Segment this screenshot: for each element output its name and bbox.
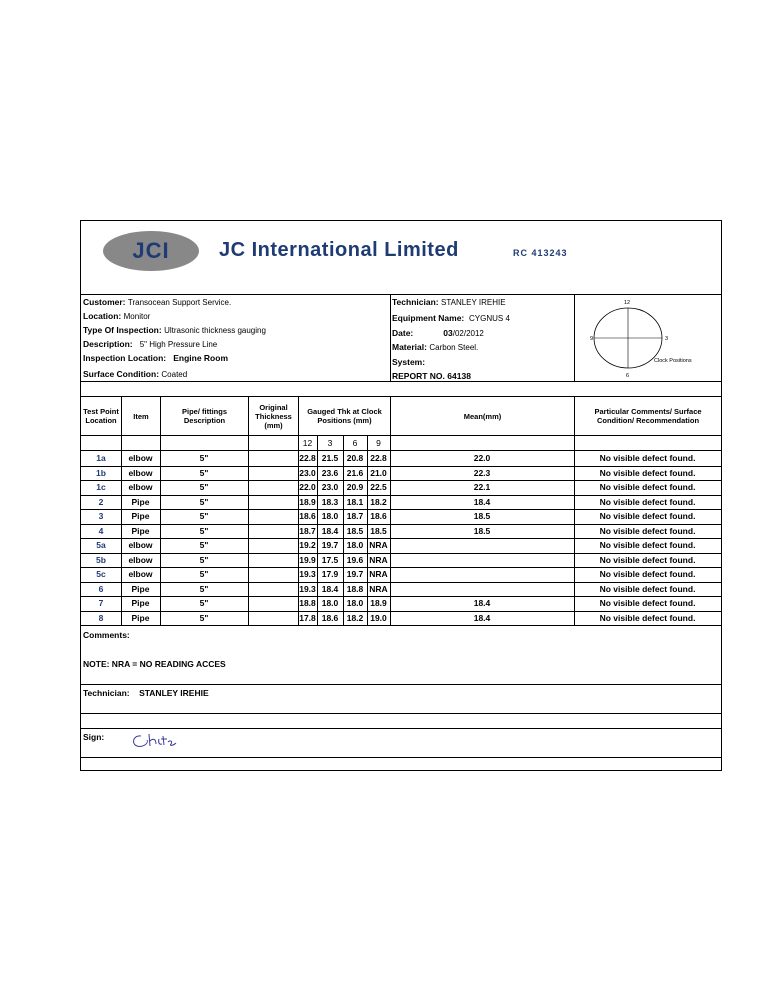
cell-original-thickness — [248, 611, 298, 625]
cell-original-thickness — [248, 509, 298, 523]
cell-reading-6: 18.1 — [346, 496, 364, 507]
clock-label-top: 12 — [624, 300, 631, 306]
cell-mean — [390, 538, 574, 552]
cell-reading-9: 21.0 — [370, 467, 387, 478]
cell-reading-12: 22.0 — [299, 482, 316, 492]
cell-reading-3: 18.4 — [321, 583, 339, 594]
note-text: NOTE: NRA = NO READING ACCES — [83, 659, 226, 669]
cell-comment: No visible defect found. — [599, 482, 696, 492]
cell-item: Pipe — [131, 511, 150, 521]
footer-technician-name: STANLEY IREHIE — [139, 688, 209, 698]
cell-item: elbow — [128, 540, 153, 550]
cell-reading-12: 19.3 — [299, 569, 316, 579]
cell-original-thickness — [248, 451, 298, 465]
clock-diagram-svg — [575, 295, 721, 381]
cell-reading-9: 18.6 — [370, 511, 387, 521]
cell-reading-6: 18.5 — [346, 525, 364, 536]
cell-original-thickness — [248, 495, 298, 509]
cell-reading-3: 18.4 — [321, 525, 339, 536]
date-field: Date: 03/02/2012 — [392, 328, 484, 338]
cell-mean: 18.5 — [473, 525, 491, 536]
cell-mean: 18.4 — [473, 496, 491, 507]
clock-label-bottom: 6 — [626, 373, 630, 379]
signature-scribble — [129, 730, 189, 752]
cell-reading-12: 22.8 — [299, 453, 316, 463]
cell-reading-6: 21.6 — [346, 467, 364, 478]
footer-technician — [83, 688, 209, 698]
cell-reading-6: 18.8 — [346, 583, 364, 594]
cell-reading-12: 18.7 — [299, 525, 316, 536]
cell-reading-3: 23.6 — [321, 467, 339, 478]
subheader-12: 12 — [302, 438, 313, 448]
cell-reading-12: 19.3 — [299, 583, 316, 594]
cell-test-point: 7 — [98, 598, 104, 608]
cell-pipe-description: 5" — [199, 467, 209, 478]
cell-item: Pipe — [131, 598, 150, 608]
cell-test-point: 8 — [98, 612, 104, 623]
cell-reading-6: 19.6 — [346, 554, 364, 565]
cell-reading-9: 18.5 — [370, 525, 387, 536]
cell-reading-12: 18.6 — [299, 511, 316, 521]
cell-mean: 22.1 — [473, 482, 491, 492]
cell-mean — [390, 553, 574, 567]
cell-pipe-description: 5" — [199, 482, 209, 492]
cell-reading-9: 22.5 — [370, 482, 387, 492]
equipment-name-field: Equipment Name: CYGNUS 4 — [392, 313, 510, 323]
cell-pipe-description: 5" — [199, 583, 209, 594]
report-number-field: REPORT NO. 64138 — [392, 371, 471, 381]
header-comments: Particular Comments/ Surface Condition/ Recommendation — [594, 407, 702, 425]
cell-original-thickness — [248, 553, 298, 567]
cell-test-point: 1a — [96, 453, 106, 463]
rule-spacer2 — [81, 728, 721, 729]
cell-comment: No visible defect found. — [599, 583, 696, 594]
cell-pipe-description: 5" — [199, 554, 209, 565]
header-test-point: Test Point Location — [83, 407, 119, 425]
cell-reading-12: 23.0 — [299, 467, 316, 478]
rc-number: RC 413243 — [513, 248, 568, 258]
cell-item: elbow — [128, 554, 153, 565]
cell-reading-9: 19.0 — [370, 612, 387, 623]
inspection-type-field: Type Of Inspection: Ultrasonic thickness gauging — [83, 325, 266, 335]
location-field: Location: Monitor — [83, 311, 151, 321]
cell-reading-3: 18.3 — [321, 496, 339, 507]
surface-condition-field: Surface Condition: Coated — [83, 369, 188, 379]
cell-reading-6: 19.7 — [346, 569, 364, 579]
description-field: Description: 5" High Pressure Line — [83, 339, 218, 349]
clock-caption: Clock Positions — [654, 358, 692, 364]
cell-test-point: 6 — [98, 583, 104, 594]
cell-comment: No visible defect found. — [599, 540, 696, 550]
cell-comment: No visible defect found. — [599, 525, 696, 536]
cell-comment: No visible defect found. — [599, 554, 696, 565]
cell-comment: No visible defect found. — [599, 496, 696, 507]
cell-pipe-description: 5" — [199, 453, 209, 463]
cell-reading-6: 18.2 — [346, 612, 364, 623]
cell-test-point: 5b — [96, 554, 106, 565]
cell-item: Pipe — [131, 496, 150, 507]
rule-info — [81, 381, 721, 382]
cell-reading-3: 17.9 — [321, 569, 339, 579]
cell-reading-9: 18.9 — [370, 598, 387, 608]
cell-original-thickness — [248, 596, 298, 610]
subheader-3: 3 — [327, 438, 333, 448]
cell-reading-6: 20.9 — [346, 482, 364, 492]
cell-mean: 22.3 — [473, 467, 491, 478]
logo-text: JCI — [132, 238, 170, 263]
signature — [129, 730, 189, 752]
cell-original-thickness — [248, 524, 298, 538]
cell-pipe-description: 5" — [199, 598, 209, 608]
cell-reading-9: 18.2 — [370, 496, 387, 507]
cell-original-thickness — [248, 480, 298, 494]
cell-reading-6: 20.8 — [346, 453, 364, 463]
header-item: Item — [133, 411, 149, 421]
cell-pipe-description: 5" — [199, 569, 209, 579]
clock-positions-diagram — [575, 295, 721, 381]
cell-comment: No visible defect found. — [599, 453, 696, 463]
cell-item: elbow — [128, 482, 153, 492]
cell-reading-9: 22.8 — [370, 453, 387, 463]
cell-reading-3: 19.7 — [321, 540, 339, 550]
clock-label-right: 3 — [665, 336, 669, 342]
rule-table-header — [81, 435, 721, 436]
subheader-6: 6 — [352, 438, 358, 448]
clock-label-left: 9 — [590, 336, 594, 342]
cell-mean: 18.4 — [473, 612, 491, 623]
cell-mean — [390, 582, 574, 596]
cell-reading-3: 18.0 — [321, 511, 339, 521]
cell-mean: 18.5 — [473, 511, 491, 521]
cell-test-point: 3 — [98, 511, 104, 521]
cell-test-point: 2 — [98, 496, 104, 507]
cell-reading-3: 23.0 — [321, 482, 339, 492]
rule-sign — [81, 757, 721, 758]
cell-mean — [390, 567, 574, 581]
cell-test-point: 1b — [96, 467, 106, 478]
cell-item: Pipe — [131, 583, 150, 594]
header-mean: Mean(mm) — [463, 411, 502, 421]
cell-reading-9: NRA — [369, 540, 388, 550]
cell-comment: No visible defect found. — [599, 598, 696, 608]
cell-test-point: 5a — [96, 540, 106, 550]
cell-item: Pipe — [131, 612, 150, 623]
cell-comment: No visible defect found. — [599, 569, 696, 579]
rule-note — [81, 684, 721, 685]
cell-original-thickness — [248, 582, 298, 596]
cell-pipe-description: 5" — [199, 511, 209, 521]
cell-reading-3: 18.0 — [321, 598, 339, 608]
cell-reading-3: 17.5 — [321, 554, 339, 565]
info-divider-1 — [390, 294, 391, 381]
cell-item: Pipe — [131, 525, 150, 536]
cell-item: elbow — [128, 453, 153, 463]
cell-mean: 22.0 — [473, 453, 491, 463]
cell-reading-6: 18.7 — [346, 511, 364, 521]
cell-reading-3: 18.6 — [321, 612, 339, 623]
cell-reading-3: 21.5 — [321, 453, 339, 463]
inspection-report — [80, 220, 722, 771]
sign-label: Sign: — [83, 732, 105, 742]
company-name: JC International Limited — [219, 239, 459, 261]
cell-reading-12: 18.9 — [299, 496, 316, 507]
cell-original-thickness — [248, 567, 298, 581]
header-original-thickness: Original Thickness (mm) — [255, 402, 292, 430]
cell-reading-9: NRA — [369, 583, 388, 594]
cell-reading-12: 19.9 — [299, 554, 316, 565]
header-pipe-description: Pipe/ fittings Description — [182, 407, 227, 425]
cell-test-point: 5c — [96, 569, 106, 579]
cell-reading-6: 18.0 — [346, 540, 364, 550]
technician-field: Technician: STANLEY IREHIE — [392, 297, 506, 307]
cell-mean: 18.4 — [473, 598, 491, 608]
cell-original-thickness — [248, 466, 298, 480]
cell-pipe-description: 5" — [199, 525, 209, 536]
cell-item: elbow — [128, 467, 153, 478]
cell-pipe-description: 5" — [199, 496, 209, 507]
cell-item: elbow — [128, 569, 153, 579]
company-logo — [103, 231, 199, 271]
cell-reading-12: 17.8 — [299, 612, 316, 623]
system-field: System: — [392, 357, 426, 367]
customer-field: Customer: Transocean Support Service. — [83, 297, 232, 307]
subheader-9: 9 — [376, 438, 381, 448]
cell-comment: No visible defect found. — [599, 511, 696, 521]
cell-test-point: 4 — [98, 525, 104, 536]
inspection-location-field: Inspection Location: Engine Room — [83, 353, 228, 363]
cell-reading-12: 19.2 — [299, 540, 316, 550]
cell-reading-9: NRA — [369, 569, 388, 579]
header-gauged-thickness: Gauged Thk at Clock Positions (mm) — [307, 407, 382, 425]
signature-stroke — [134, 734, 176, 746]
rule-technician — [81, 713, 721, 714]
cell-test-point: 1c — [96, 482, 106, 492]
row-divider — [81, 625, 721, 626]
comments-label: Comments: — [83, 630, 130, 640]
material-field: Material: Carbon Steel. — [392, 342, 479, 352]
cell-pipe-description: 5" — [199, 612, 209, 623]
cell-reading-6: 18.0 — [346, 598, 364, 608]
cell-pipe-description: 5" — [199, 540, 209, 550]
cell-comment: No visible defect found. — [599, 467, 696, 478]
cell-original-thickness — [248, 538, 298, 552]
cell-comment: No visible defect found. — [599, 612, 696, 623]
cell-reading-12: 18.8 — [299, 598, 316, 608]
cell-reading-9: NRA — [369, 554, 388, 565]
footer-technician-label: Technician: — [83, 688, 130, 698]
